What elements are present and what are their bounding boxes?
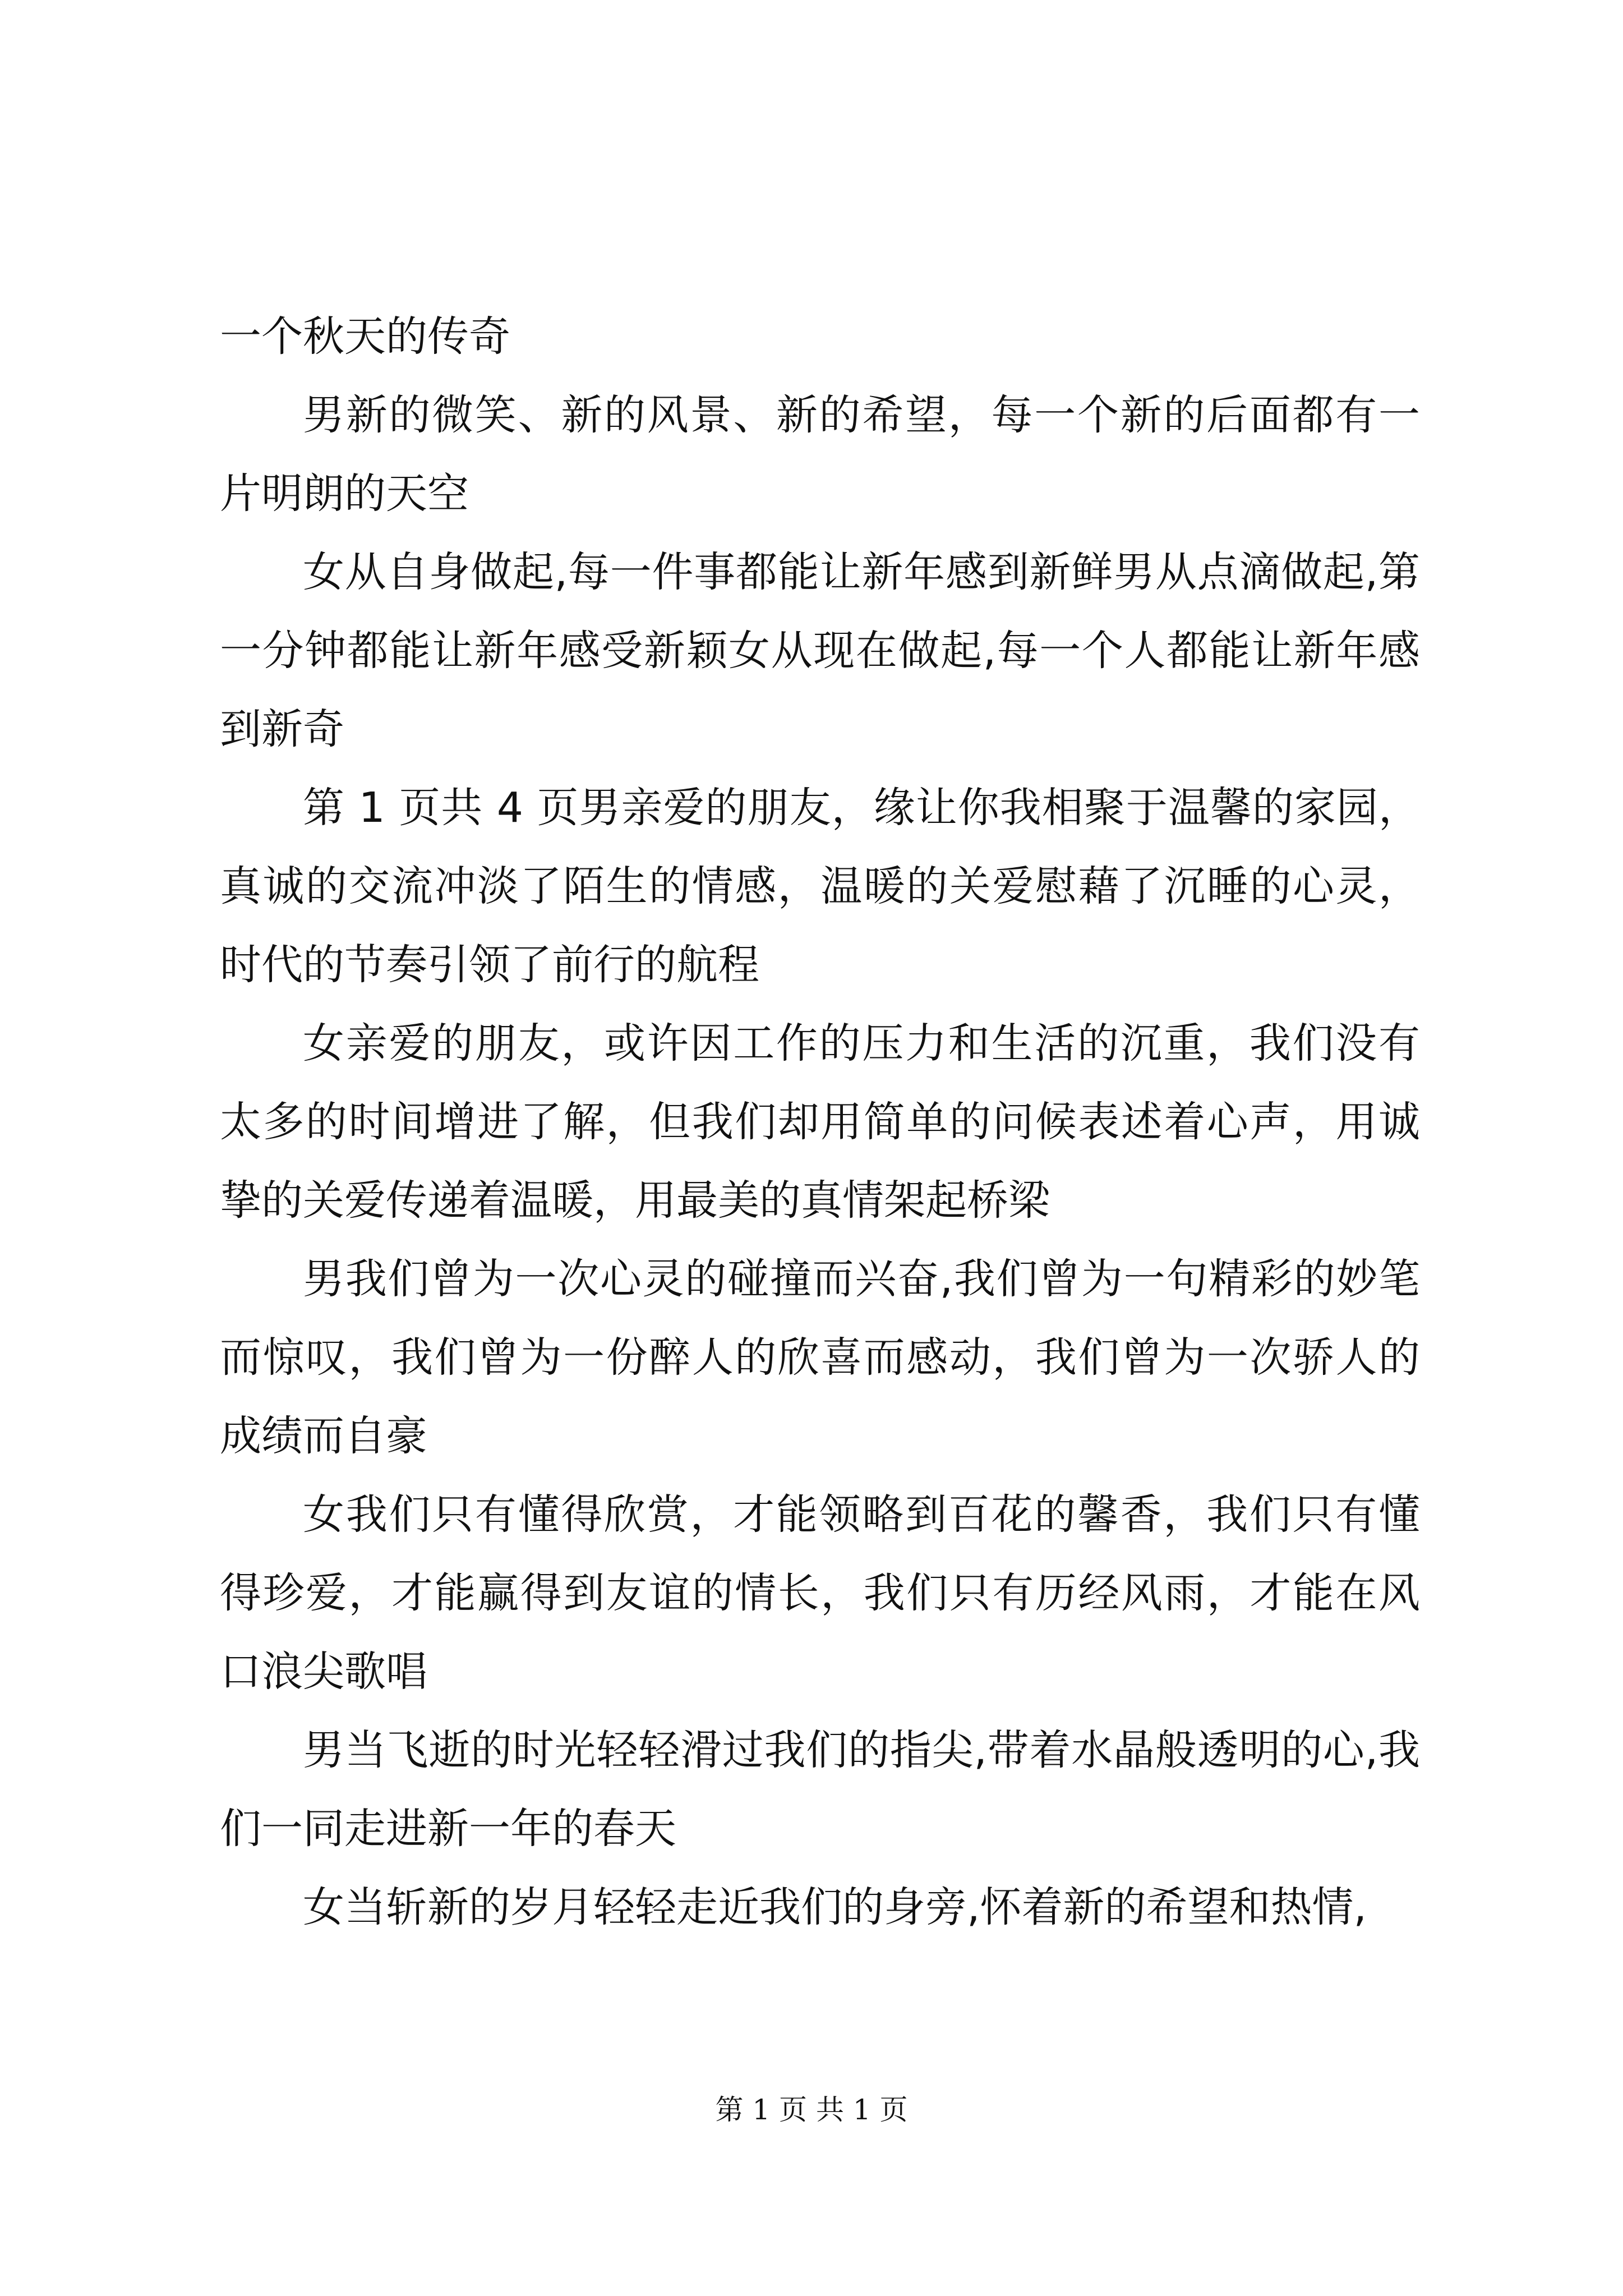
page-footer: 第 1 页 共 1 页 bbox=[715, 2093, 908, 2126]
paragraph-2: 女从自身做起,每一件事都能让新年感到新鲜男从点滴做起,第一分钟都能让新年感受新颖女从现在做起,每一个人都能让新年感到新奇 bbox=[220, 548, 1420, 753]
paragraph-3: 第 1 页共 4 页男亲爱的朋友，缘让你我相聚于温馨的家园，真诚的交流冲淡了陌生的情感，温暖的关爱慰藉了沉睡的心灵，时代的节奏引领了前行的航程 bbox=[220, 784, 1420, 989]
paragraph-6: 女我们只有懂得欣赏，才能领略到百花的馨香，我们只有懂得珍爱，才能赢得到友谊的情长，我们只有历经风雨，才能在风口浪尖歌唱 bbox=[220, 1490, 1420, 1696]
paragraph-4: 女亲爱的朋友，或许因工作的压力和生活的沉重，我们没有太多的时间增进了解，但我们却用简单的问候表述着心声，用诚挚的关爱传递着温暖，用最美的真情架起桥梁 bbox=[220, 1019, 1420, 1225]
document-title: 一个秋天的传奇 bbox=[220, 312, 510, 361]
paragraph-7: 男当飞逝的时光轻轻滑过我们的指尖,带着水晶般透明的心,我们一同走进新一年的春天 bbox=[220, 1726, 1420, 1853]
paragraph-5: 男我们曾为一次心灵的碰撞而兴奋,我们曾为一句精彩的妙笔而惊叹，我们曾为一份醉人的欣喜而感动，我们曾为一次骄人的成绩而自豪 bbox=[220, 1255, 1420, 1460]
document-body bbox=[220, 297, 1420, 1947]
paragraph-1: 男新的微笑、新的风景、新的希望，每一个新的后面都有一片明朗的天空 bbox=[220, 391, 1420, 518]
paragraph-8: 女当斩新的岁月轻轻走近我们的身旁,怀着新的希望和热情, bbox=[303, 1883, 1367, 1931]
